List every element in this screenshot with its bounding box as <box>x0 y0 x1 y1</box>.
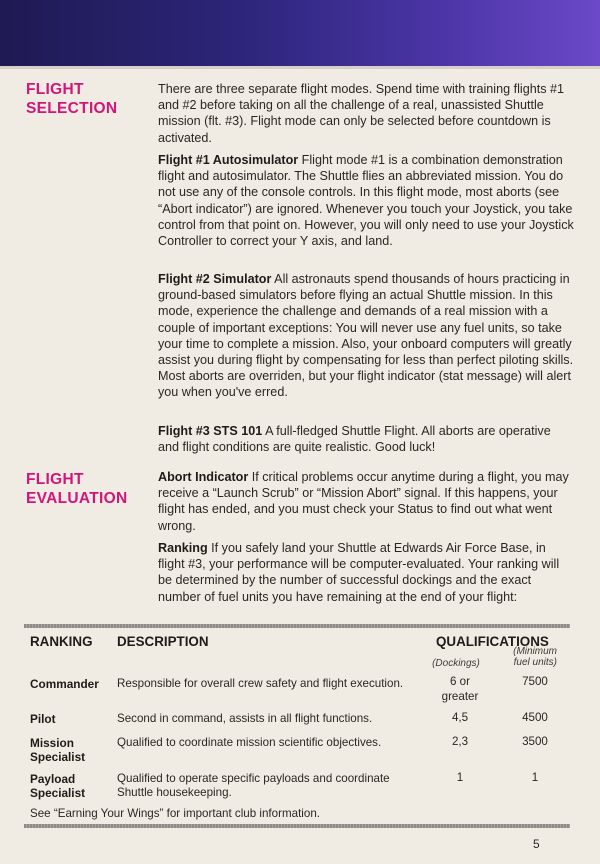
table-row-dockings-cont: greater <box>441 690 479 703</box>
flight-mode-1 <box>158 152 574 249</box>
footnote: See “Earning Your Wings” for important club information. <box>30 807 320 820</box>
table-row-description-cont: Shuttle housekeeping. <box>117 786 232 799</box>
col-header-ranking: RANKING <box>30 634 93 649</box>
flight-selection-intro <box>158 81 574 146</box>
table-row-dockings: 4,5 <box>451 711 469 724</box>
table-bottom-rule <box>24 824 570 828</box>
heading-line: SELECTION <box>26 100 118 117</box>
abort-indicator <box>158 469 574 534</box>
table-row-dockings: 6 or <box>450 675 470 688</box>
table-row-rank: Commander <box>30 677 99 691</box>
mode-paragraph <box>158 152 574 249</box>
table-row-description: Responsible for overall crew safety and flight execution. <box>117 677 404 690</box>
mode-title: Flight #2 Simulator <box>158 272 272 286</box>
mode-text: All astronauts spend thousands of hours practicing in ground-based simulators before flying an actual Shuttle mission. In this mode, experience the challenge and demands of a real mission with a couple of important exceptions: You will never use any fuel units, so take your time to complete a mission. Also, your onboard computers will greatly assist you during flight by compensating for less than perfect piloting skills. Most aborts are overriden, but your flight indicator (stat message) will alert you when you've erred. <box>158 272 574 400</box>
banner-divider <box>0 66 600 69</box>
col-header-description: DESCRIPTION <box>117 634 209 649</box>
table-row-rank: Pilot <box>30 712 56 726</box>
table-row-fuel: 4500 <box>522 711 548 724</box>
heading-line: FLIGHT <box>26 81 84 98</box>
table-row-rank: Payload <box>30 772 76 786</box>
table-top-rule <box>24 624 570 628</box>
table-row-fuel: 3500 <box>522 735 548 748</box>
heading-line: EVALUATION <box>26 490 128 507</box>
section-heading-flight-evaluation <box>26 470 151 508</box>
mode-paragraph <box>158 271 574 401</box>
abort-title: Abort Indicator <box>158 470 249 484</box>
heading-line: FLIGHT <box>26 471 84 488</box>
ranking <box>158 540 574 605</box>
intro-paragraph: There are three separate flight modes. Spend time with training flights #1 and #2 before taking on all the challenge of a real, unassisted Shuttle mission (flt. #3). Flight mode can only be selected before countdown is activated. <box>158 82 565 145</box>
table-row-rank-cont: Specialist <box>30 750 86 764</box>
ranking-title: Ranking <box>158 541 208 555</box>
col-header-qualifications: QUALIFICATIONS <box>436 634 549 649</box>
table-row-dockings: 2,3 <box>451 735 469 748</box>
abort-text: If critical problems occur anytime during a flight, you may receive a “Launch Scrub” or “Mission Abort” signal. If this happens, your flight has ended, and you must check your Status to find out what went wrong. <box>158 470 569 533</box>
flight-mode-3 <box>158 423 574 455</box>
mode-title: Flight #1 Autosimulator <box>158 153 299 167</box>
table-row-rank: Mission <box>30 736 74 750</box>
sub-header-fuel-line2: fuel units) <box>513 657 557 668</box>
table-row-rank-cont: Specialist <box>30 786 86 800</box>
table-row-description: Qualified to coordinate mission scientific objectives. <box>117 736 382 749</box>
abort-paragraph <box>158 469 574 534</box>
mode-title: Flight #3 STS 101 <box>158 424 263 438</box>
mode-paragraph <box>158 423 574 455</box>
sub-header-fuel-line1: (Minimum <box>513 646 557 657</box>
table-row-description: Second in command, assists in all flight functions. <box>117 712 373 725</box>
mode-text: Flight mode #1 is a combination demonstration flight and autosimulator. The Shuttle flies an abbreviated mission. You do not use any of the console controls. In this flight mode, most aborts (see “Abort indicator”) are ignored. Whenever you touch your Joystick, you take control from that point on. However, you will only need to use your Joystick Controller to correct your Y axis, and land. <box>158 153 574 249</box>
table-row-fuel: 1 <box>531 771 539 784</box>
top-banner <box>0 0 600 66</box>
table-row-dockings: 1 <box>456 771 464 784</box>
page-number: 5 <box>533 837 540 851</box>
table-row-fuel: 7500 <box>522 675 548 688</box>
ranking-paragraph <box>158 540 574 605</box>
ranking-text: If you safely land your Shuttle at Edwards Air Force Base, in flight #3, your performance will be computer-evaluated. Your ranking will be determined by the number of successful dockings and the exact number of fuel units you have remaining at the end of your flight: <box>158 541 560 604</box>
mode-text: A full-fledged Shuttle Flight. All aborts are operative and flight conditions are quite realistic. Good luck! <box>158 424 551 455</box>
flight-mode-2 <box>158 271 574 401</box>
table-row-description: Qualified to operate specific payloads and coordinate <box>117 772 390 785</box>
sub-header-dockings: (Dockings) <box>432 658 480 669</box>
section-heading-flight-selection <box>26 80 151 118</box>
